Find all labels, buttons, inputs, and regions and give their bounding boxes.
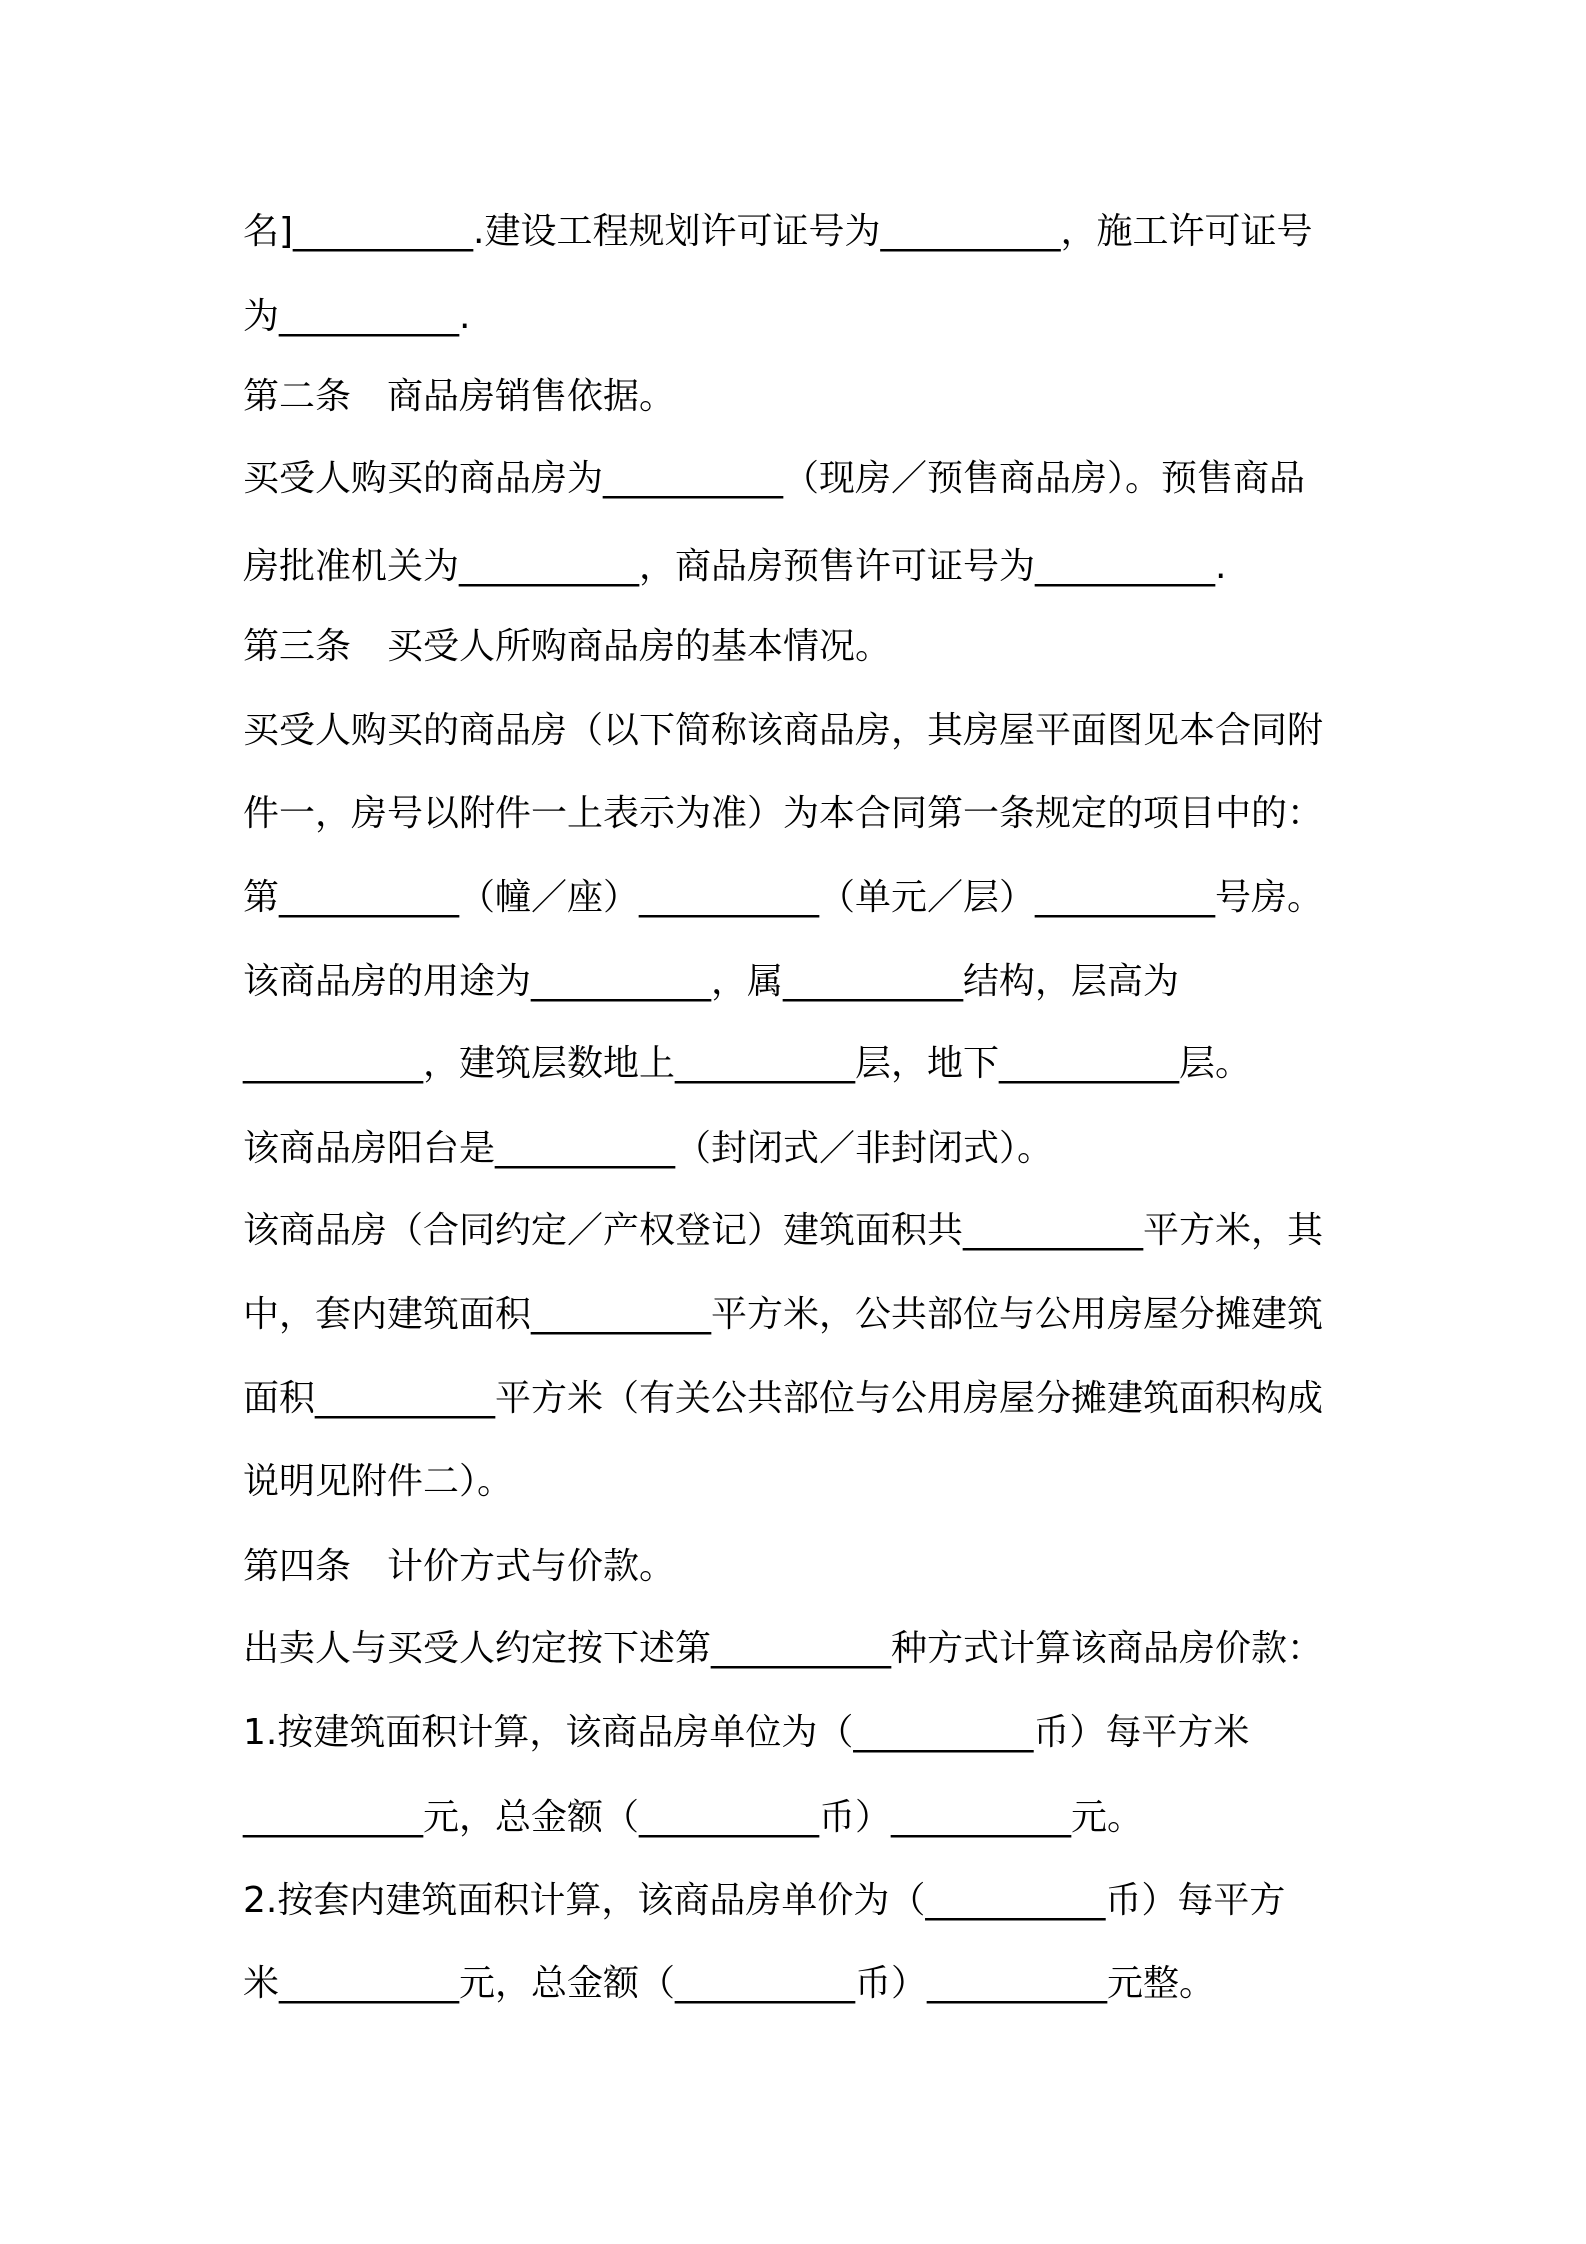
text-line: 面积__________平方米（有关公共部位与公用房屋分摊建筑面积构成 xyxy=(243,1378,1324,1419)
article-heading: 第四条 计价方式与价款。 xyxy=(243,1546,676,1587)
text-line: 该商品房（合同约定／产权登记）建筑面积共__________平方米，其 xyxy=(243,1210,1324,1251)
article-heading: 第三条 买受人所购商品房的基本情况。 xyxy=(243,626,892,667)
text-line: 说明见附件二）。 xyxy=(243,1461,514,1502)
text-line: 第__________（幢／座）__________（单元／层）__________号房。 xyxy=(243,877,1324,918)
text-line: 件一，房号以附件一上表示为准）为本合同第一条规定的项目中的： xyxy=(243,793,1324,834)
text-line: 该商品房的用途为__________，属__________结构，层高为 xyxy=(243,961,1180,1002)
text-line: 名]__________.建设工程规划许可证号为__________，施工许可证号 xyxy=(243,211,1313,252)
text-line: 为__________. xyxy=(243,296,471,337)
text-line: 买受人购买的商品房（以下简称该商品房，其房屋平面图见本合同附 xyxy=(243,710,1324,751)
text-line: 出卖人与买受人约定按下述第__________种方式计算该商品房价款： xyxy=(243,1628,1324,1669)
text-line: 1.按建筑面积计算，该商品房单位为（__________币）每平方米 xyxy=(243,1712,1250,1753)
text-line: 中，套内建筑面积__________平方米，公共部位与公用房屋分摊建筑 xyxy=(243,1294,1324,1335)
article-heading: 第二条 商品房销售依据。 xyxy=(243,376,676,417)
text-line: 2.按套内建筑面积计算，该商品房单价为（__________币）每平方 xyxy=(243,1880,1286,1921)
text-line: 买受人购买的商品房为__________（现房／预售商品房）。预售商品 xyxy=(243,458,1306,499)
text-line: __________，建筑层数地上__________层，地下__________层。 xyxy=(243,1043,1252,1084)
text-line: 该商品房阳台是__________（封闭式／非封闭式）。 xyxy=(243,1128,1054,1169)
text-line: 米__________元，总金额（__________币）__________元整。 xyxy=(243,1963,1216,2004)
text-line: __________元，总金额（__________币）__________元。 xyxy=(243,1797,1144,1838)
text-line: 房批准机关为__________，商品房预售许可证号为__________. xyxy=(243,546,1227,587)
